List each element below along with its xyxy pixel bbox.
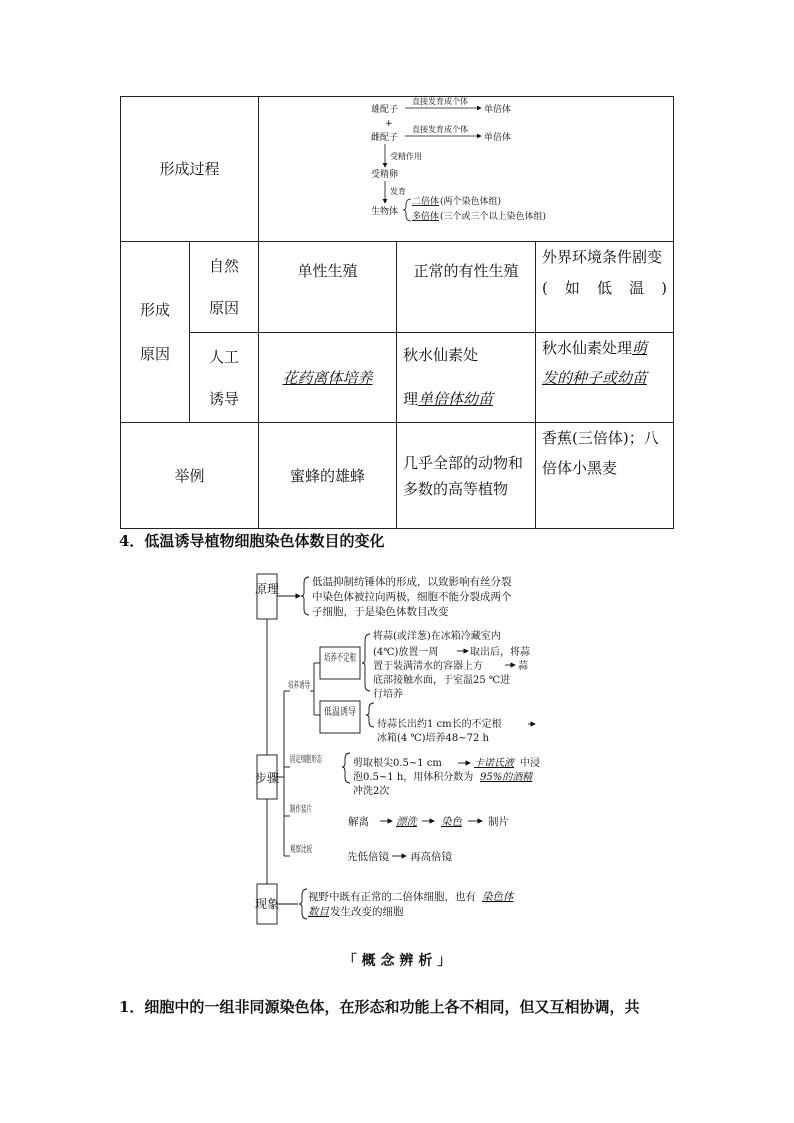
row-label-formation: 形成过程 [121,97,259,242]
xianxiang-label: 现象 [254,897,280,911]
natural-label-1: 自然 [208,257,239,275]
zygote: 受精卵 [371,170,399,180]
artificial-c3b: 萌 [632,339,648,357]
guding-line-2: 泡0.5~1 h，用体积分数为 [353,772,474,783]
guding-reagent: 卡诺氏液 [474,758,514,769]
buzhou-label: 步骤 [254,771,280,785]
step-zhipian: 制片 [488,816,509,828]
artificial-c3a: 秋水仙素处理 [542,339,633,357]
natural-label-cell [190,242,259,333]
peiyang-a-line-1: 将蒜(或洋葱)在冰箱冷藏室内 [373,631,501,642]
low-temp-flowchart [240,565,560,935]
artificial-label-1: 人工 [208,347,239,366]
step-ranse: 染色 [441,816,462,828]
guancha-step-1: 先低倍镜 [347,851,389,863]
guding-line-1: 剪取根尖0.5~1 cm [353,758,442,769]
develop-label: 发育 [390,187,406,196]
artificial-c3c: 发的种子或幼苗 [542,369,648,387]
natural-c2: 正常的有性生殖 [397,242,536,333]
formation-diagram [259,97,674,242]
fert-label: 受精作用 [390,152,422,161]
guancha-label: 观察比较 [290,845,327,855]
zhizuo-label: 制作装片 [290,805,327,815]
haploid-1: 单倍体 [484,105,512,115]
peiyang-a-line-3: 置于装满清水的容器上方 [373,661,483,672]
peiyang-a-line-2b: 取出后，将蒜 [470,647,530,658]
male-gamete: 雄配子 [371,105,399,115]
natural-c3: 外界环境条件剧变(如低温) [536,242,674,333]
artificial-c1-cell [259,333,397,423]
cause-label: 形成原因 [139,301,170,363]
yuanli-label: 原理 [254,582,280,596]
xianxiang-emph-1: 染色体 [482,891,514,903]
yuanli-line-1: 低温抑制纺锤体的形成，以致影响有丝分裂 [312,576,512,588]
artificial-label-2: 诱导 [208,389,239,408]
cause-label-cell [121,242,190,423]
question-1: 1．细胞中的一组非同源染色体，在形态和功能上各不相同，但又互相协调，共 [119,998,640,1016]
peiyang-a-line-2: (4℃)放置一周 [373,647,439,658]
peiyang-a-line-4: 底部接触水面，于室温25 ℃进 [373,675,511,686]
section-4-title: 4．低温诱导植物细胞染色体数目的变化 [119,532,385,550]
guding-line-1b: 中浸 [520,758,540,769]
diploid-note: (两个染色体组) [440,197,502,207]
xianxiang-line-2: 发生改变的细胞 [330,906,404,918]
peiyang-a-line-5: 行培养 [373,689,403,700]
artificial-c2b: 理 [403,390,419,408]
xianxiang-line-1: 视野中既有正常的二倍体细胞，也有 [308,891,476,903]
step-jieli: 解离 [348,816,369,828]
artificial-c3-cell [536,333,674,423]
yuanli-line-2: 中染色体被拉向两极，细胞不能分裂成两个 [312,591,512,603]
artificial-c2-cell [397,333,536,423]
direct-label-1: 直接发育成个体 [412,97,468,106]
peiyang-b-line-2: 冰箱(4 ℃)培养48~72 h [377,733,489,744]
concept-analysis-title: 「 概 念 辨 析 」 [342,953,452,969]
artificial-c1: 花药离体培养 [282,368,373,387]
example-c3: 香蕉(三倍体)；八倍体小黑麦 [536,423,674,529]
example-label: 举例 [121,423,259,529]
guding-line-3: 冲洗2次 [353,786,390,797]
formation-diagram-cell [259,97,674,242]
polyploid: 多倍体 [412,212,440,222]
artificial-c2a: 秋水仙素处 [403,346,479,364]
artificial-c2c: 单倍体幼苗 [418,390,494,408]
natural-c1: 单性生殖 [259,242,397,333]
guding-alcohol: 95%的酒精 [480,772,533,783]
example-c2: 几乎全部的动物和多数的高等植物 [397,423,536,529]
artificial-label-cell [190,333,259,423]
ploidy-table [120,96,674,529]
guding-label: 固定细胞形态 [290,755,345,765]
peiyang-b-label: 低温诱导 [324,707,364,718]
natural-label-2: 原因 [208,299,239,317]
peiyang-b-line-1: 待蒜长出约1 cm长的不定根 [377,719,502,730]
organism: 生物体 [371,207,399,217]
direct-label-2: 直接发育成个体 [412,125,468,134]
haploid-2: 单倍体 [484,133,512,143]
peiyang-a-line-3b: 蒜 [518,661,528,672]
polyploid-note: (三个或三个以上染色体组) [440,212,547,222]
female-gamete: 雌配子 [371,133,399,143]
xianxiang-emph-2: 数目 [308,906,329,918]
yuanli-box [255,582,279,596]
yuanli-line-3: 子细胞，于是染色体数目改变 [312,606,449,618]
example-c1: 蜜蜂的雄蜂 [259,423,397,529]
peiyang-label: 培养诱导 [288,681,325,691]
plus-sign: + [385,119,393,129]
peiyang-a-label: 培养不定根 [324,653,374,664]
guancha-step-2: 再高倍镜 [410,851,452,863]
step-piaoxi: 漂洗 [396,816,417,828]
diploid: 二倍体 [412,197,440,207]
